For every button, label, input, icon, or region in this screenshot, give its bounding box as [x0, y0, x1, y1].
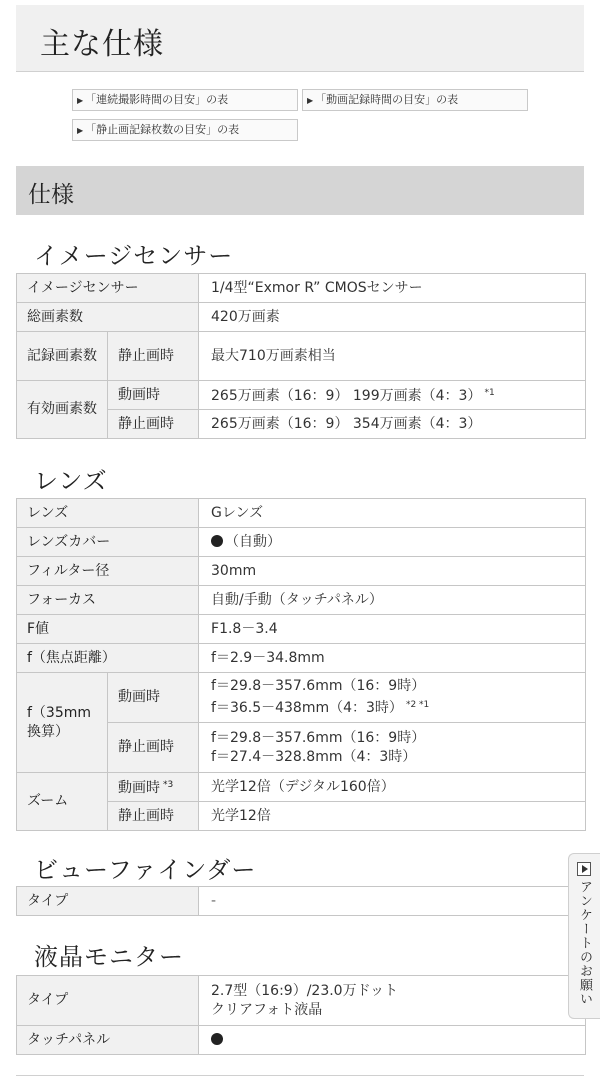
survey-tab[interactable]	[568, 853, 600, 1019]
effective-pixels-label: 有効画素数	[17, 381, 108, 439]
f-number-value: F1.8－3.4	[199, 615, 586, 644]
f35-movie-line2-wrap	[211, 696, 579, 718]
zoom-movie-sublabel-cell	[108, 773, 199, 802]
table-row	[17, 381, 586, 410]
effective-movie-cell	[199, 381, 586, 410]
jump-link-continuous-shooting[interactable]	[72, 89, 298, 111]
sensor-heading: イメージセンサー	[34, 242, 234, 270]
lcd-type-cell	[199, 976, 586, 1026]
effective-movie-value: 265万画素（16：9） 199万画素（4：3）	[211, 388, 482, 404]
lcd-type-line2: クリアフォト液晶	[211, 1001, 323, 1018]
footer-divider	[16, 1075, 584, 1076]
sensor-spec-table	[16, 273, 586, 439]
lens-spec-table	[16, 498, 586, 831]
jump-link-label: 「静止画記録枚数の目安」の表	[85, 123, 240, 136]
table-row	[17, 615, 586, 644]
zoom-movie-value: 光学12倍（デジタル160倍）	[199, 773, 586, 802]
f35-still-line2: f＝27.4－328.8mm（4：3時）	[211, 748, 417, 765]
focal-length-value: f＝2.9－34.8mm	[199, 644, 586, 673]
table-row	[17, 644, 586, 673]
triangle-right-icon: ▶	[307, 96, 314, 105]
footnote-marker: *3	[163, 780, 174, 790]
lens-label: レンズ	[17, 499, 199, 528]
focus-value: 自動/手動（タッチパネル）	[199, 586, 586, 615]
page-title: 主な仕様	[40, 27, 164, 62]
sensor-value: 1/4型“Exmor R” CMOSセンサー	[199, 274, 586, 303]
effective-still-value: 265万画素（16：9） 354万画素（4：3）	[199, 410, 586, 439]
recording-pixels-sublabel: 静止画時	[108, 332, 199, 381]
table-row	[17, 528, 586, 557]
filter-value: 30mm	[199, 557, 586, 586]
effective-movie-sublabel: 動画時	[108, 381, 199, 410]
section-title: 仕様	[28, 182, 74, 208]
page-header	[16, 5, 584, 72]
zoom-still-value: 光学12倍	[199, 802, 586, 831]
effective-still-sublabel: 静止画時	[108, 410, 199, 439]
total-pixels-label: 総画素数	[17, 303, 199, 332]
zoom-movie-sublabel: 動画時	[118, 780, 160, 796]
lens-heading: レンズ	[34, 467, 108, 495]
survey-tab-label: アンケートのお願い	[577, 880, 592, 1006]
table-row	[17, 557, 586, 586]
total-pixels-value: 420万画素	[199, 303, 586, 332]
lcd-type-label: タイプ	[17, 976, 199, 1026]
lcd-heading: 液晶モニター	[34, 943, 184, 971]
lens-value: Gレンズ	[199, 499, 586, 528]
table-row	[17, 976, 586, 1026]
table-row	[17, 499, 586, 528]
table-row	[17, 887, 586, 916]
play-icon	[577, 862, 591, 876]
lens-cover-cell	[199, 528, 586, 557]
viewfinder-heading: ビューファインダー	[34, 856, 257, 884]
jump-link-label: 「動画記録時間の目安」の表	[315, 93, 459, 106]
jump-link-still-count[interactable]	[72, 119, 298, 141]
footnote-marker: *1	[484, 388, 495, 398]
lcd-spec-table	[16, 975, 586, 1055]
recording-pixels-label: 記録画素数	[17, 332, 108, 381]
table-row	[17, 773, 586, 802]
focus-label: フォーカス	[17, 586, 199, 615]
table-row	[17, 1026, 586, 1055]
focal-length-label: f（焦点距離）	[17, 644, 199, 673]
triangle-right-icon: ▶	[77, 126, 84, 135]
section-header	[16, 166, 584, 215]
table-row	[17, 332, 586, 381]
triangle-right-icon: ▶	[77, 96, 84, 105]
f35-movie-cell	[199, 673, 586, 723]
jump-link-movie-recording[interactable]	[302, 89, 528, 111]
viewfinder-type-value: -	[199, 887, 586, 916]
f35-still-line1: f＝29.8－357.6mm（16：9時）	[211, 729, 426, 746]
f35-movie-line2: f＝36.5－438mm（4：3時）	[211, 700, 403, 716]
zoom-still-sublabel: 静止画時	[108, 802, 199, 831]
filled-circle-icon	[211, 535, 223, 547]
lens-cover-value: （自動）	[225, 533, 282, 550]
f35-still-sublabel: 静止画時	[108, 723, 199, 773]
footnote-marker: *2 *1	[405, 700, 430, 710]
filter-label: フィルター径	[17, 557, 199, 586]
lcd-type-line1: 2.7型（16:9）/23.0万ドット	[211, 982, 399, 999]
table-row	[17, 586, 586, 615]
filled-circle-icon	[211, 1033, 223, 1045]
touch-panel-cell	[199, 1026, 586, 1055]
table-row	[17, 274, 586, 303]
viewfinder-spec-table	[16, 886, 586, 916]
f35-movie-sublabel: 動画時	[108, 673, 199, 723]
viewfinder-type-label: タイプ	[17, 887, 199, 916]
jump-link-label: 「連続撮影時間の目安」の表	[85, 93, 229, 106]
f35-label: f（35mm換算）	[17, 673, 108, 773]
table-row	[17, 673, 586, 723]
touch-panel-label: タッチパネル	[17, 1026, 199, 1055]
table-row	[17, 303, 586, 332]
f35-still-cell	[199, 723, 586, 773]
f35-movie-line1: f＝29.8－357.6mm（16：9時）	[211, 678, 426, 694]
zoom-label: ズーム	[17, 773, 108, 831]
recording-pixels-value: 最大710万画素相当	[199, 332, 586, 381]
lens-cover-label: レンズカバー	[17, 528, 199, 557]
sensor-label: イメージセンサー	[17, 274, 199, 303]
f-number-label: F値	[17, 615, 199, 644]
